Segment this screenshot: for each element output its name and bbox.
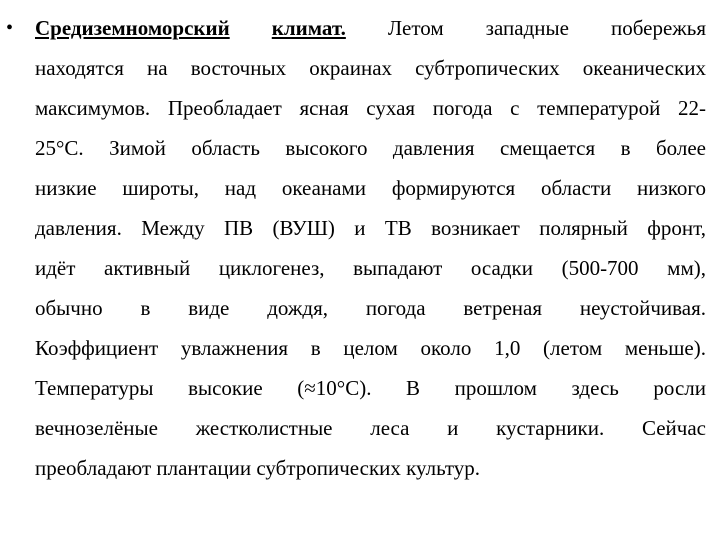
text-line-10: Температуры высокие (≈10°С). В прошлом здесь росли bbox=[35, 376, 706, 400]
text-line-4: 25°С. Зимой область высокого давления смещается в более bbox=[35, 136, 706, 160]
text-line-5: низкие широты, над океанами формируются области низкого bbox=[35, 176, 706, 200]
text-line-7: идёт активный циклогенез, выпадают осадки (500-700 мм), bbox=[35, 256, 706, 280]
text-line-8: обычно в виде дождя, погода ветреная неустойчивая. bbox=[35, 296, 706, 320]
bullet-marker: • bbox=[6, 17, 14, 39]
text-line-6: давления. Между ПВ (ВУШ) и ТВ возникает полярный фронт, bbox=[35, 216, 706, 240]
text-line-1-rest: Летом западные побережья bbox=[387, 16, 706, 40]
text-line-9: Коэффициент увлажнения в целом около 1,0 (летом меньше). bbox=[35, 336, 706, 360]
text-line-3: максимумов. Преобладает ясная сухая погода с температурой 22- bbox=[35, 96, 706, 120]
text-line-1 bbox=[35, 8, 706, 48]
text-line-12: преобладают плантации субтропических культур. bbox=[35, 456, 481, 480]
heading-climate-word2: климат. bbox=[271, 16, 346, 40]
heading-climate-word1: Средиземноморский bbox=[35, 16, 230, 40]
text-line-2: находятся на восточных окраинах субтропических океанических bbox=[35, 56, 706, 80]
text-line-11: вечнозелёные жестколистные леса и кустарники. Сейчас bbox=[35, 416, 706, 440]
